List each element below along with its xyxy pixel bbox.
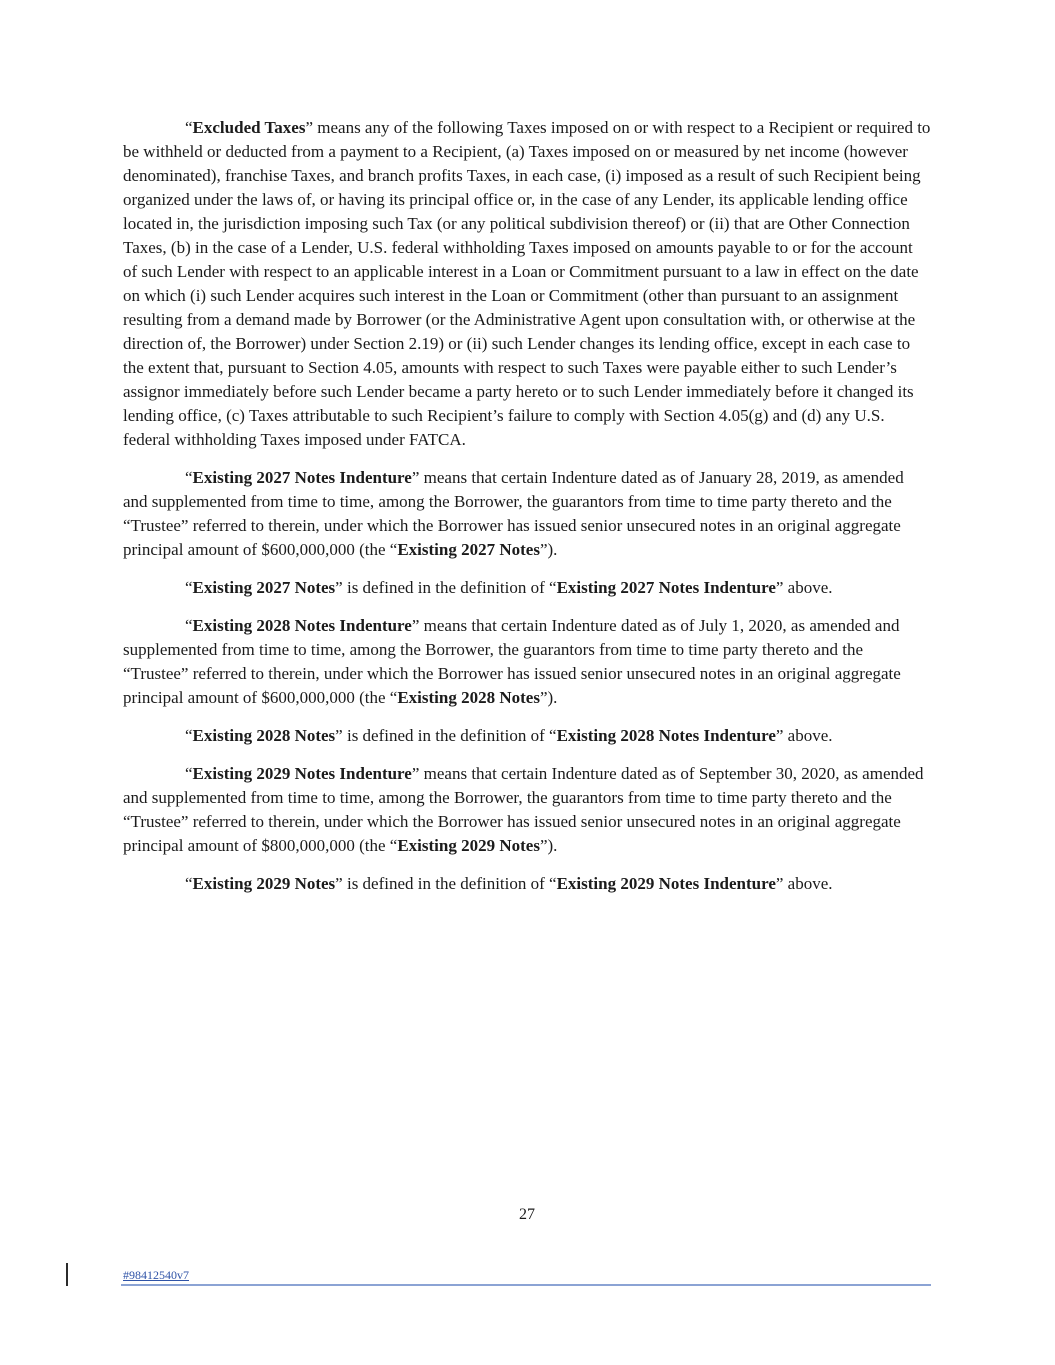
text-run: “ xyxy=(185,468,193,487)
paragraph xyxy=(123,576,931,600)
text-run: ” means that certain Indenture dated as of July 1, 2020, as amended and supplemented from time to time, among the Borrower, the guarantors from time to time party thereto and the “Trustee” referred to therein, under which the Borrower has issued senior unsecured notes in an original aggregate principal amount of $600,000,000 (the “ xyxy=(123,616,901,707)
text-run: ” is defined in the definition of “ xyxy=(335,578,557,597)
defined-term: Existing 2027 Notes Indenture xyxy=(192,468,412,487)
defined-term: Existing 2028 Notes xyxy=(192,726,336,745)
text-run: ” above. xyxy=(775,578,833,597)
change-bar-marker xyxy=(66,1263,68,1286)
text-run: ” above. xyxy=(775,874,833,893)
defined-term: Existing 2029 Notes Indenture xyxy=(556,874,776,893)
defined-term: Existing 2027 Notes xyxy=(192,578,336,597)
defined-term: Existing 2028 Notes xyxy=(397,688,540,707)
defined-term: Existing 2027 Notes xyxy=(397,540,540,559)
page-number: 27 xyxy=(519,1206,535,1223)
text-run: ” is defined in the definition of “ xyxy=(335,874,557,893)
defined-term: Existing 2027 Notes Indenture xyxy=(556,578,776,597)
text-run: ” means that certain Indenture dated as of September 30, 2020, as amended and supplemented from time to time, among the Borrower, the guarantors from time to time party thereto and the “Trustee” referred to therein, under which the Borrower has issued senior unsecured notes in an original aggregate principal amount of $800,000,000 (the “ xyxy=(123,764,924,855)
paragraph xyxy=(123,724,931,748)
text-run: “ xyxy=(185,578,193,597)
text-run: “ xyxy=(185,118,193,137)
text-run: “ xyxy=(185,726,193,745)
defined-term: Existing 2029 Notes xyxy=(192,874,336,893)
defined-term: Existing 2028 Notes Indenture xyxy=(192,616,412,635)
defined-term: Existing 2028 Notes Indenture xyxy=(556,726,776,745)
text-run: “ xyxy=(185,764,193,783)
footer-rule xyxy=(121,1266,931,1286)
text-run: ” is defined in the definition of “ xyxy=(335,726,557,745)
defined-term: Excluded Taxes xyxy=(192,118,306,137)
document-body xyxy=(123,116,931,910)
defined-term: Existing 2029 Notes xyxy=(397,836,540,855)
text-run: ”). xyxy=(539,688,558,707)
text-run: ” means that certain Indenture dated as of January 28, 2019, as amended and supplemented from time to time, among the Borrower, the guarantors from time to time party thereto and the “Trustee” referred to therein, under which the Borrower has issued senior unsecured notes in an original aggregate principal amount of $600,000,000 (the “ xyxy=(123,468,904,559)
text-run: “ xyxy=(185,616,193,635)
text-run: ” means any of the following Taxes imposed on or with respect to a Recipient or required to be withheld or deducted from a payment to a Recipient, (a) Taxes imposed on or measured by net income (however denominated), franchise Taxes, and branch profits Taxes, in each case, (i) imposed as a result of such Recipient being organized under the laws of, or having its principal office or, in the case of any Lender, its applicable lending office located in, the jurisdiction imposing such Tax (or any political subdivision thereof) or (ii) that are Other Connection Taxes, (b) in the case of a Lender, U.S. federal withholding Taxes imposed on amounts payable to or for the account of such Lender with respect to an applicable interest in a Loan or Commitment pursuant to a law in effect on the date on which (i) such Lender acquires such interest in the Loan or Commitment (other than pursuant to an assignment resulting from a demand made by Borrower (or the Administrative Agent upon consultation with, or otherwise at the direction of, the Borrower) under Section 2.19) or (ii) such Lender changes its lending office, except in each case to the extent that, pursuant to Section 4.05, amounts with respect to such Taxes were payable either to such Lender’s assignor immediately before such Lender became a party hereto or to such Lender immediately before it changed its lending office, (c) Taxes attributable to such Recipient’s failure to comply with Section 4.05(g) and (d) any U.S. federal withholding Taxes imposed under FATCA. xyxy=(123,118,931,449)
paragraph xyxy=(123,466,931,562)
text-run: ” above. xyxy=(775,726,833,745)
footer-doc-stamp[interactable]: #98412540v7 xyxy=(123,1268,189,1282)
text-run: ”). xyxy=(539,540,558,559)
paragraph xyxy=(123,614,931,710)
text-run: “ xyxy=(185,874,193,893)
text-run: ”). xyxy=(539,836,558,855)
paragraph xyxy=(123,116,931,452)
paragraph xyxy=(123,872,931,896)
defined-term: Existing 2029 Notes Indenture xyxy=(192,764,412,783)
paragraph xyxy=(123,762,931,858)
